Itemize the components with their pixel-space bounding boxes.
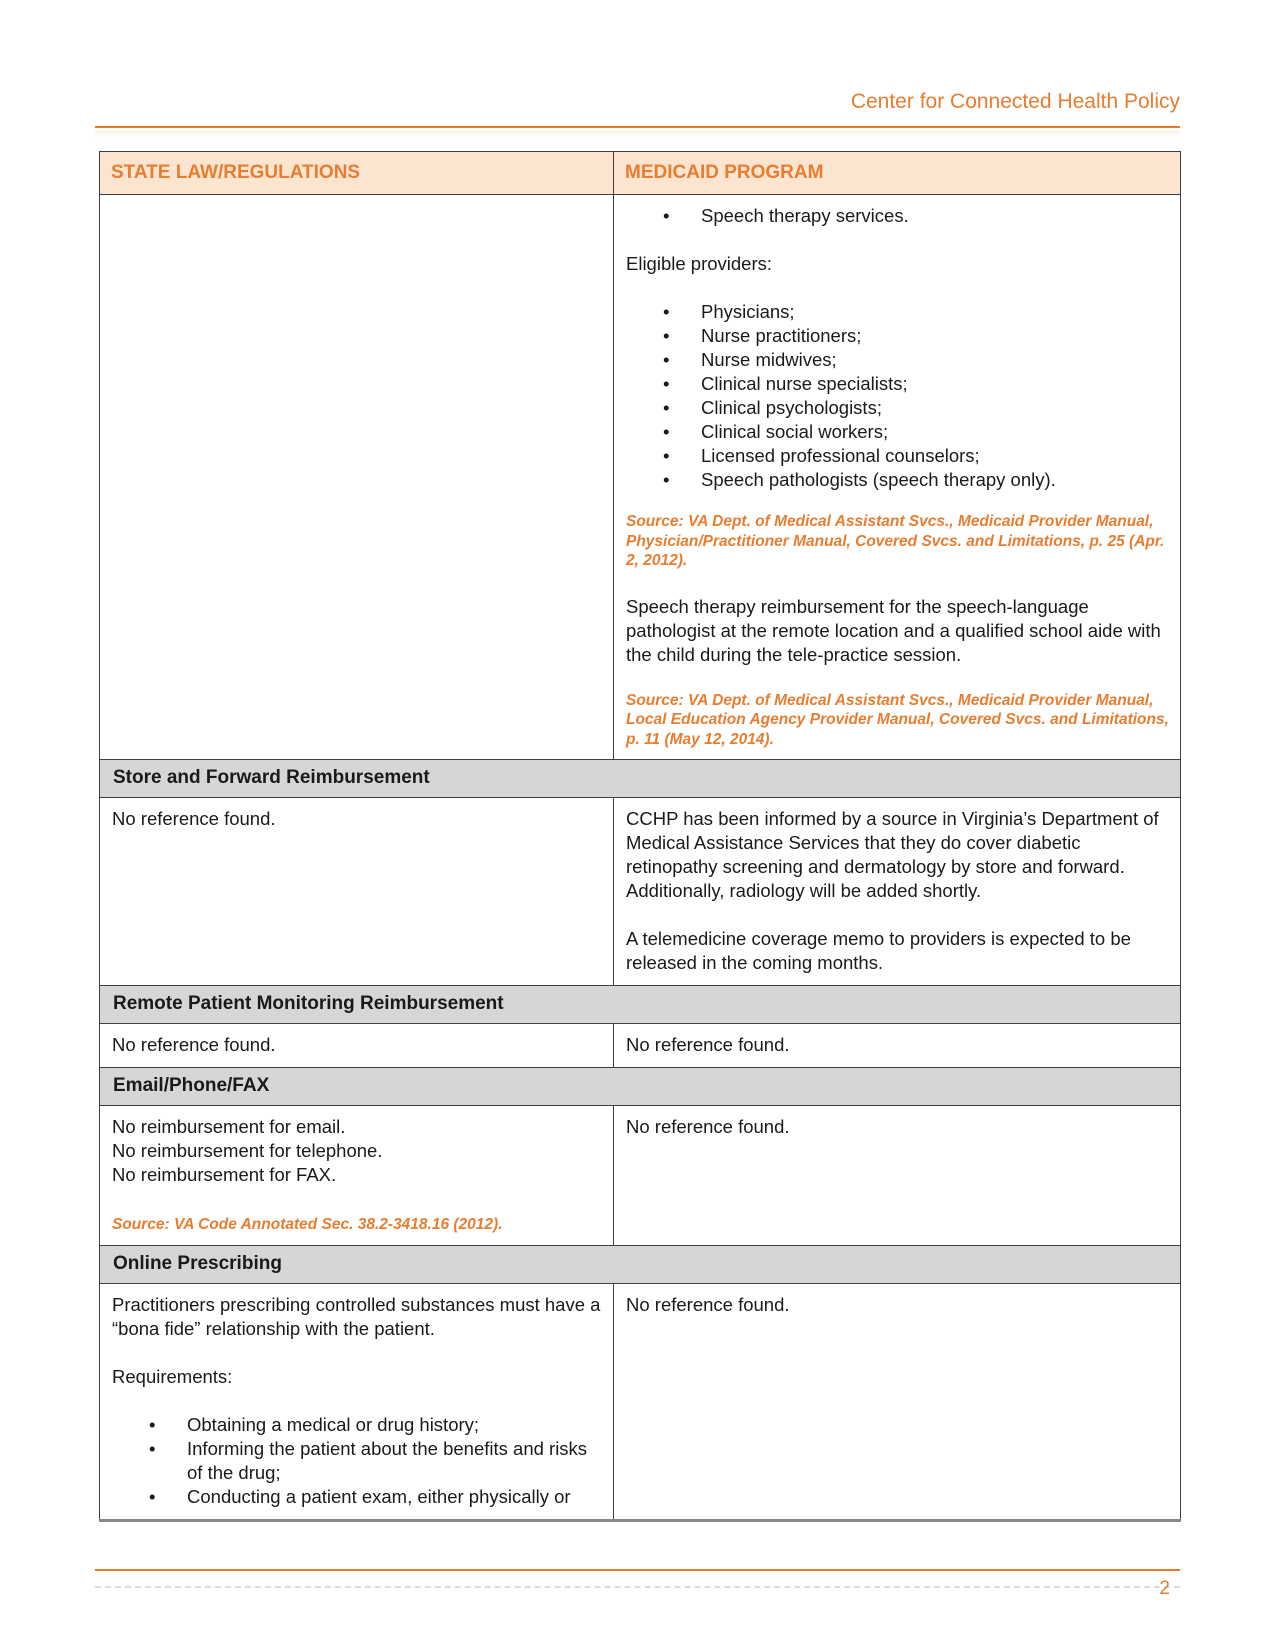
eligible-providers-list <box>626 300 1172 492</box>
state-law-cell <box>100 1283 614 1520</box>
state-law-text: No reference found. <box>112 1034 276 1055</box>
list-item: • Clinical social workers; <box>626 420 1172 444</box>
email-phone-fax-row <box>100 1106 1181 1246</box>
column-header-state-law: STATE LAW/REGULATIONS <box>100 152 614 195</box>
medicaid-cell <box>614 195 1181 760</box>
state-law-line: No reimbursement for email. <box>112 1116 346 1137</box>
requirements-heading: Requirements: <box>112 1365 233 1387</box>
source-citation: Source: VA Dept. of Medical Assistant Svcs., Medicaid Provider Manual, Physician/Practitioner Manual, Covered Svcs. and Limitations, p. 25 (Apr. 2, 2012). <box>626 513 1165 569</box>
medicaid-cell <box>614 798 1181 986</box>
list-item: • Physicians; <box>626 300 1172 324</box>
list-item: • Conducting a patient exam, either physically or <box>112 1485 605 1509</box>
source-citation: Source: VA Dept. of Medical Assistant Svcs., Medicaid Provider Manual, Local Education Agency Provider Manual, Covered Svcs. and Limitations, p. 11 (May 12, 2014). <box>626 691 1169 748</box>
list-item: • Informing the patient about the benefits and risks of the drug; <box>112 1437 605 1485</box>
state-law-cell <box>100 1106 614 1246</box>
medicaid-text: No reference found. <box>626 1034 790 1055</box>
state-law-text: No reference found. <box>112 808 276 829</box>
section-bar-remote-patient-monitoring: Remote Patient Monitoring Reimbursement <box>100 986 1181 1024</box>
list-item: • Licensed professional counselors; <box>626 444 1172 468</box>
section-bar-row <box>100 760 1181 798</box>
store-and-forward-row <box>100 798 1181 986</box>
section-bar-row <box>100 986 1181 1024</box>
medicaid-cell <box>614 1106 1181 1246</box>
column-header-medicaid-program: MEDICAID PROGRAM <box>614 152 1181 195</box>
list-item: • Nurse practitioners; <box>626 324 1172 348</box>
policy-comparison-table <box>99 151 1181 1522</box>
section-bar-row <box>100 1245 1181 1283</box>
header-rule <box>95 126 1180 128</box>
state-law-line: No reimbursement for FAX. <box>112 1164 337 1185</box>
source-citation: Source: VA Code Annotated Sec. 38.2-3418.16 (2012). <box>112 1216 503 1233</box>
footer-dashed-rule <box>95 1586 1180 1588</box>
footer-rule <box>95 1569 1180 1571</box>
document-header-title: Center for Connected Health Policy <box>850 90 1180 113</box>
eligible-providers-heading: Eligible providers: <box>626 253 773 274</box>
state-law-line: No reimbursement for telephone. <box>112 1140 383 1161</box>
medicaid-paragraph: A telemedicine coverage memo to providers is expected to be released in the coming months. <box>626 928 1131 973</box>
state-law-cell-empty <box>100 195 614 760</box>
remote-patient-monitoring-row <box>100 1024 1181 1068</box>
medicaid-paragraph: Speech therapy reimbursement for the speech-language pathologist at the remote location and a qualified school aide with the child during the tele-practice session. <box>626 595 1161 665</box>
state-law-paragraph: Practitioners prescribing controlled substances must have a “bona fide” relationship with the patient. <box>112 1293 601 1339</box>
medicaid-text: No reference found. <box>626 1116 790 1137</box>
section-bar-row <box>100 1068 1181 1106</box>
list-item: • Clinical nurse specialists; <box>626 372 1172 396</box>
list-item: • Speech pathologists (speech therapy only). <box>626 468 1172 492</box>
section-bar-online-prescribing: Online Prescribing <box>100 1245 1181 1283</box>
requirements-list <box>112 1413 605 1509</box>
list-item: • Nurse midwives; <box>626 348 1172 372</box>
medicaid-text: No reference found. <box>626 1293 790 1315</box>
page-number: 2 <box>1159 1578 1170 1599</box>
table-header-row <box>100 152 1181 195</box>
medicaid-cell <box>614 1024 1181 1068</box>
list-item: • Speech therapy services. <box>626 204 1172 228</box>
online-prescribing-row <box>100 1283 1181 1520</box>
medicaid-paragraph: CCHP has been informed by a source in Virginia’s Department of Medical Assistance Services that they do cover diabetic retinopathy screening and dermatology by store and forward. Additionally, radiology will be added shortly. <box>626 808 1159 901</box>
list-item: • Clinical psychologists; <box>626 396 1172 420</box>
list-item: • Obtaining a medical or drug history; <box>112 1413 605 1437</box>
section-bar-email-phone-fax: Email/Phone/FAX <box>100 1068 1181 1106</box>
continuation-row <box>100 195 1181 760</box>
medicaid-cell <box>614 1283 1181 1520</box>
intro-bullet-list <box>626 204 1172 228</box>
state-law-cell <box>100 798 614 986</box>
state-law-cell <box>100 1024 614 1068</box>
section-bar-store-and-forward: Store and Forward Reimbursement <box>100 760 1181 798</box>
